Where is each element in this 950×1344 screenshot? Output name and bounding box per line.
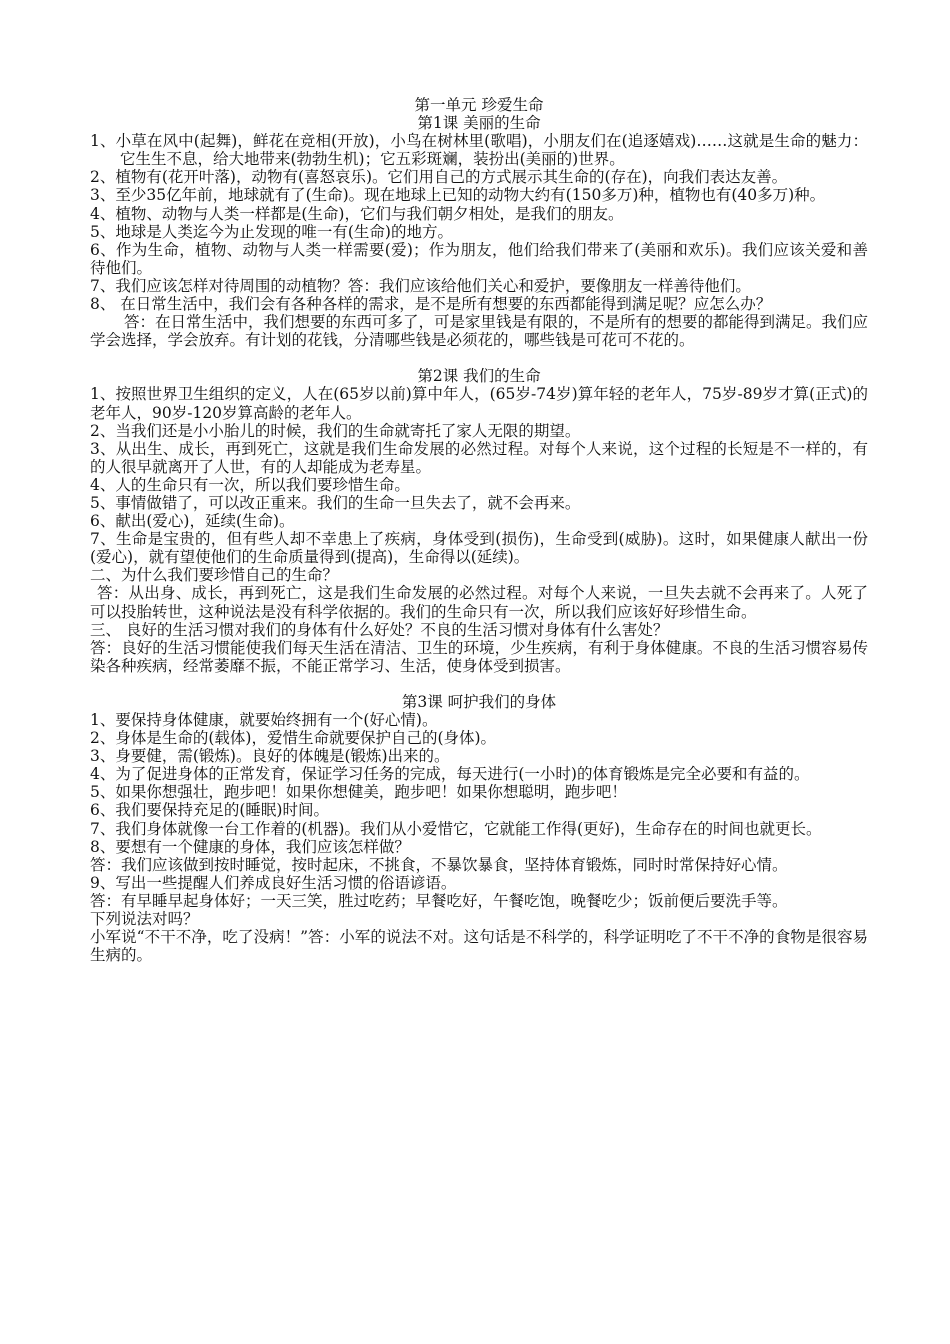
lesson1-item-4: 4、植物、动物与人类一样都是(生命)，它们与我们朝夕相处，是我们的朋友。 bbox=[90, 204, 624, 223]
lesson3-question-true-false: 下列说法对吗？ bbox=[90, 910, 199, 929]
lesson1-item-6: 6、作为生命，植物、动物与人类一样需要(爱)；作为朋友，他们给我们带来了(美丽和欢乐)。我们应该关爱和善待他们。 bbox=[90, 240, 868, 277]
lesson1-item-8: 8、 在日常生活中，我们会有各种各样的需求，是不是所有想要的东西都能得到满足呢？应怎么办？ bbox=[90, 295, 772, 314]
lesson3-item-9: 9、写出一些提醒人们养成良好生活习惯的俗语谚语。 bbox=[90, 873, 457, 892]
lesson2-item-6: 6、献出(爱心)，延续(生命)。 bbox=[90, 512, 295, 531]
lesson2-answer-3: 答：良好的生活习惯能使我们每天生活在清洁、卫生的环境，少生疾病，有利于身体健康。不良的生活习惯容易传染各种疾病，经常萎靡不振，不能正常学习、生活，使身体受到损害。 bbox=[90, 638, 868, 675]
lesson1-item-1: 1、小草在风中(起舞)，鲜花在竞相(开放)，小鸟在树林里(歌唱)，小朋友们在(追逐嬉戏)……这就是生命的魅力：它生生不息，给大地带来(勃勃生机)；它五彩斑斓，装扮出(美丽的)世界。 bbox=[90, 132, 868, 169]
lesson3-answer-9: 答：有早睡早起身体好；一天三笑，胜过吃药；早餐吃好，午餐吃饱，晚餐吃少；饭前便后要洗手等。 bbox=[90, 891, 788, 910]
lesson3-title: 第3课 呵护我们的身体 bbox=[401, 692, 557, 711]
lesson2-item-5: 5、事情做错了，可以改正重来。我们的生命一旦失去了，就不会再来。 bbox=[90, 493, 581, 512]
lesson2-item-2: 2、当我们还是小小胎儿的时候，我们的生命就寄托了家人无限的期望。 bbox=[90, 421, 581, 440]
lesson3-item-5: 5、如果你想强壮，跑步吧！如果你想健美，跑步吧！如果你想聪明，跑步吧！ bbox=[90, 783, 627, 802]
lesson3-item-6: 6、我们要保持充足的(睡眠)时间。 bbox=[90, 801, 329, 820]
lesson3-item-7: 7、我们身体就像一台工作着的(机器)。我们从小爱惜它，它就能工作得(更好)，生命存在的时间也就更长。 bbox=[90, 819, 822, 838]
lesson3-answer-8: 答：我们应该做到按时睡觉，按时起床，不挑食，不暴饮暴食，坚持体育锻炼，同时时常保持好心情。 bbox=[90, 855, 788, 874]
lesson3-item-1: 1、要保持身体健康，就要始终拥有一个(好心情)。 bbox=[90, 711, 438, 729]
section-gap bbox=[90, 675, 868, 693]
lesson1-title: 第1课 美丽的生命 bbox=[417, 114, 541, 133]
section-gap bbox=[90, 349, 868, 367]
lesson2-question-3: 三、 良好的生活习惯对我们的身体有什么好处？不良的生活习惯对身体有什么害处？ bbox=[90, 620, 669, 639]
lesson1-item-3: 3、至少35亿年前，地球就有了(生命)。现在地球上已知的动物大约有(150多万)种，植物也有(40多万)种。 bbox=[90, 186, 826, 205]
lesson3-item-2: 2、身体是生命的(载体)，爱惜生命就要保护自己的(身体)。 bbox=[90, 729, 497, 748]
lesson2-title: 第2课 我们的生命 bbox=[417, 367, 541, 386]
lesson2-item-3: 3、从出生、成长，再到死亡，这就是我们生命发展的必然过程。对每个人来说，这个过程的长短是不一样的，有的人很早就离开了人世，有的人却能成为老寿星。 bbox=[90, 439, 868, 476]
lesson2-question-2: 二、为什么我们要珍惜自己的生命？ bbox=[90, 566, 339, 585]
lesson1-item-5: 5、地球是人类迄今为止发现的唯一有(生命)的地方。 bbox=[90, 222, 453, 241]
lesson1-answer-8: 答：在日常生活中，我们想要的东西可多了，可是家里钱是有限的，不是所有的想要的都能得到满足。我们应学会选择，学会放弃。有计划的花钱，分清哪些钱是必须花的，哪些钱是可花可不花的。 bbox=[90, 313, 869, 350]
lesson3-item-8: 8、要想有一个健康的身体，我们应该怎样做？ bbox=[90, 837, 410, 856]
unit-title: 第一单元 珍爱生命 bbox=[414, 96, 544, 114]
lesson2-item-1: 1、按照世界卫生组织的定义，人在(65岁以前)算中年人，(65岁-74岁)算年轻的老年人，75岁-89岁才算(正式)的老年人，90岁-120岁算高龄的老年人。 bbox=[90, 385, 868, 422]
lesson3-item-3: 3、身要健，需(锻炼)。良好的体魄是(锻炼)出来的。 bbox=[90, 747, 450, 766]
document-body bbox=[90, 96, 868, 964]
lesson2-answer-2: 答：从出身、成长，再到死亡，这是我们生命发展的必然过程。对每个人来说，一旦失去就不会再来了。人死了可以投胎转世，这种说法是没有科学依据的。我们的生命只有一次，所以我们应该好好珍惜生命。 bbox=[90, 584, 868, 621]
lesson2-item-7: 7、生命是宝贵的，但有些人却不幸患上了疾病，身体受到(损伤)，生命受到(威胁)。这时，如果健康人献出一份(爱心)，就有望使他们的生命质量得到(提高)，生命得以(延续)。 bbox=[90, 530, 868, 567]
lesson1-item-7: 7、我们应该怎样对待周围的动植物？答：我们应该给他们关心和爱护，要像朋友一样善待他们。 bbox=[90, 276, 751, 295]
lesson3-item-4: 4、为了促进身体的正常发育，保证学习任务的完成，每天进行(一小时)的体育锻炼是完全必要和有益的。 bbox=[90, 765, 810, 784]
lesson2-item-4: 4、人的生命只有一次，所以我们要珍惜生命。 bbox=[90, 475, 410, 494]
lesson3-answer-true-false: 小军说“不干不净，吃了没病！”答：小军的说法不对。这句话是不科学的，科学证明吃了不干不净的食物是很容易生病的。 bbox=[90, 928, 868, 965]
lesson1-item-2: 2、植物有(花开叶落)，动物有(喜怒哀乐)。它们用自己的方式展示其生命的(存在)，向我们表达友善。 bbox=[90, 168, 788, 187]
